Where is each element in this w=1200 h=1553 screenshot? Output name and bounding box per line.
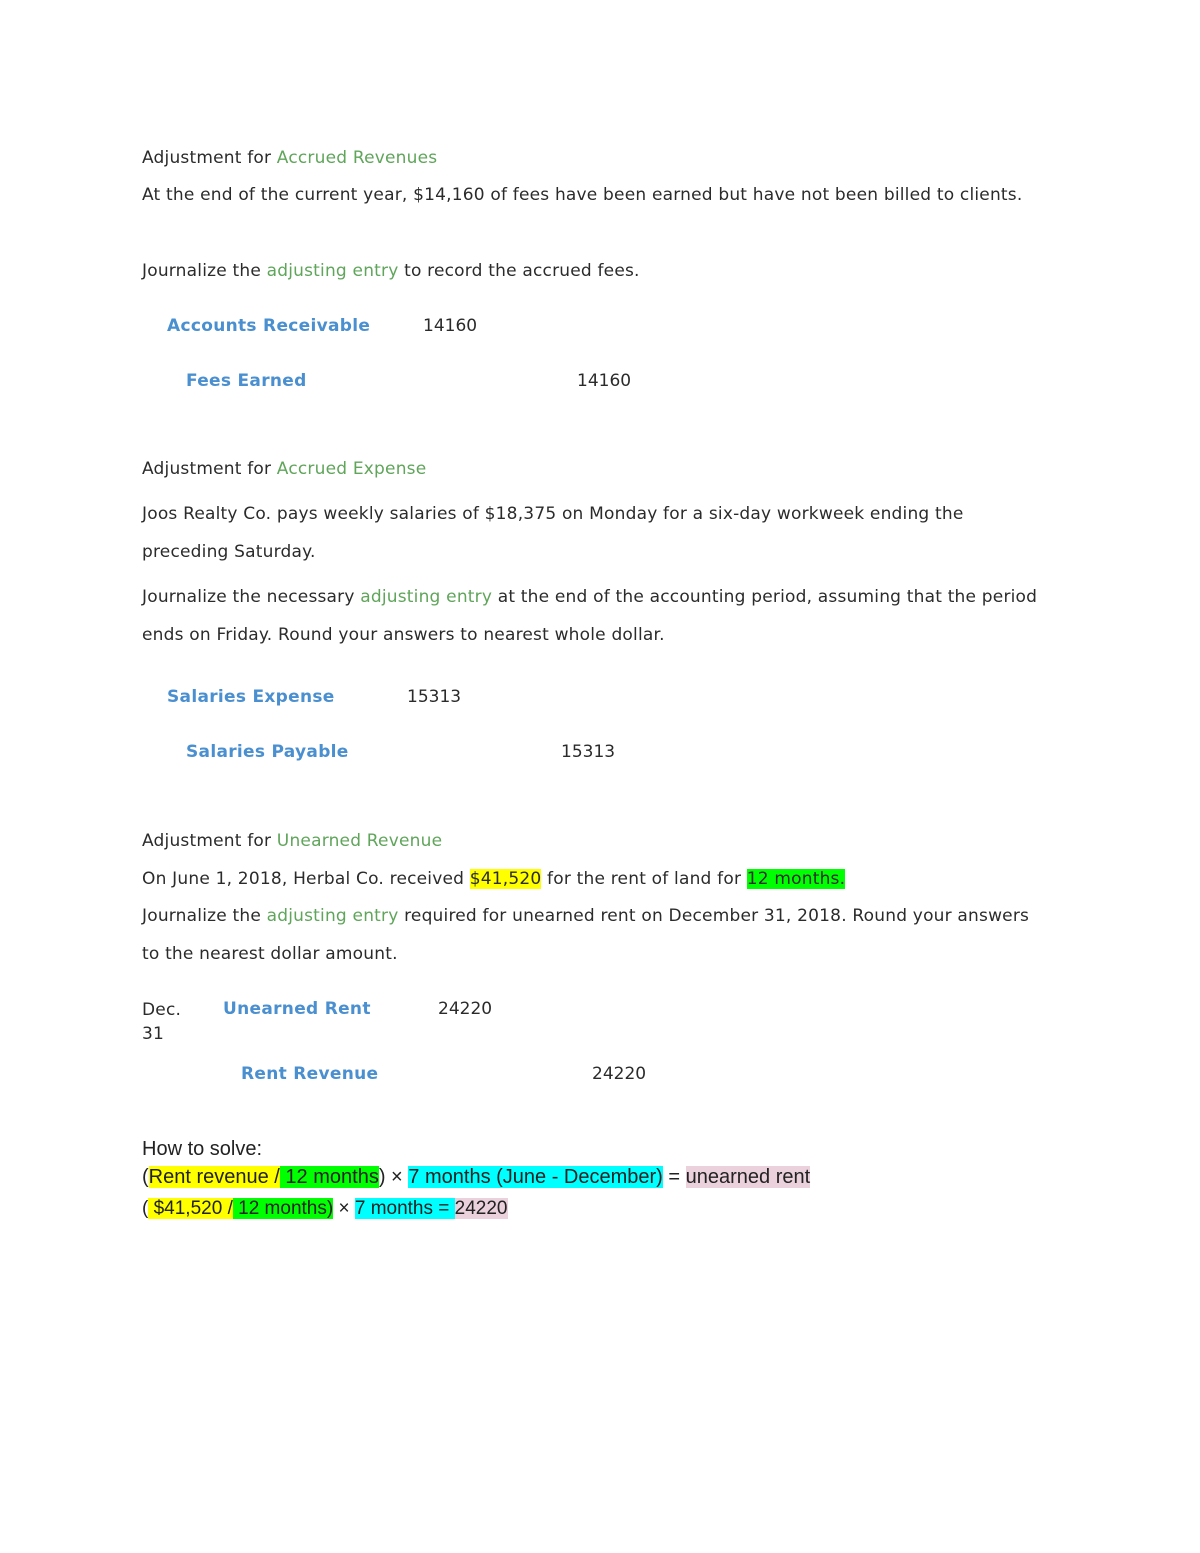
credit-amount: 14160: [577, 371, 632, 391]
section1-heading: Adjustment for Accrued Revenues: [142, 148, 438, 168]
debit-amount: 14160: [423, 316, 478, 336]
debit-amount: 15313: [407, 687, 462, 707]
section2-heading: Adjustment for Accrued Expense: [142, 459, 427, 479]
debit-account: Unearned Rent: [223, 999, 371, 1019]
debit-amount: 24220: [438, 999, 493, 1019]
credit-amount: 24220: [592, 1064, 647, 1084]
section1-instruction: Journalize the adjusting entry to record the accrued fees.: [142, 261, 640, 281]
section3-instruction: Journalize the adjusting entry required for unearned rent on December 31, 2018. Round your answers: [142, 906, 1030, 926]
section2-problem-line2: preceding Saturday.: [142, 542, 316, 562]
debit-account: Salaries Expense: [167, 687, 335, 707]
section2-instruction: Journalize the necessary adjusting entry at the end of the accounting period, assuming that the period: [142, 587, 1038, 607]
section3-instruction-line2: to the nearest dollar amount.: [142, 944, 398, 964]
credit-amount: 15313: [561, 742, 616, 762]
solve-title: How to solve:: [142, 1138, 263, 1160]
section2-problem-line1: Joos Realty Co. pays weekly salaries of $18,375 on Monday for a six-day workweek ending the: [142, 504, 964, 524]
entry-date-day: 31: [142, 1024, 165, 1044]
section3-heading: Adjustment for Unearned Revenue: [142, 831, 443, 851]
credit-account: Rent Revenue: [241, 1064, 379, 1084]
solve-formula: (Rent revenue / 12 months) × 7 months (June - December) = unearned rent: [142, 1166, 811, 1188]
section1-problem: At the end of the current year, $14,160 of fees have been earned but have not been billed to clients.: [142, 185, 1023, 205]
credit-account: Fees Earned: [186, 371, 307, 391]
credit-account: Salaries Payable: [186, 742, 349, 762]
debit-account: Accounts Receivable: [167, 316, 371, 336]
entry-date-month: Dec.: [142, 1000, 182, 1020]
section3-problem: On June 1, 2018, Herbal Co. received $41,520 for the rent of land for 12 months.: [142, 869, 846, 889]
section2-instruction-line2: ends on Friday. Round your answers to nearest whole dollar.: [142, 625, 665, 645]
solve-calculation: ( $41,520 / 12 months) × 7 months = 24220: [142, 1198, 508, 1219]
